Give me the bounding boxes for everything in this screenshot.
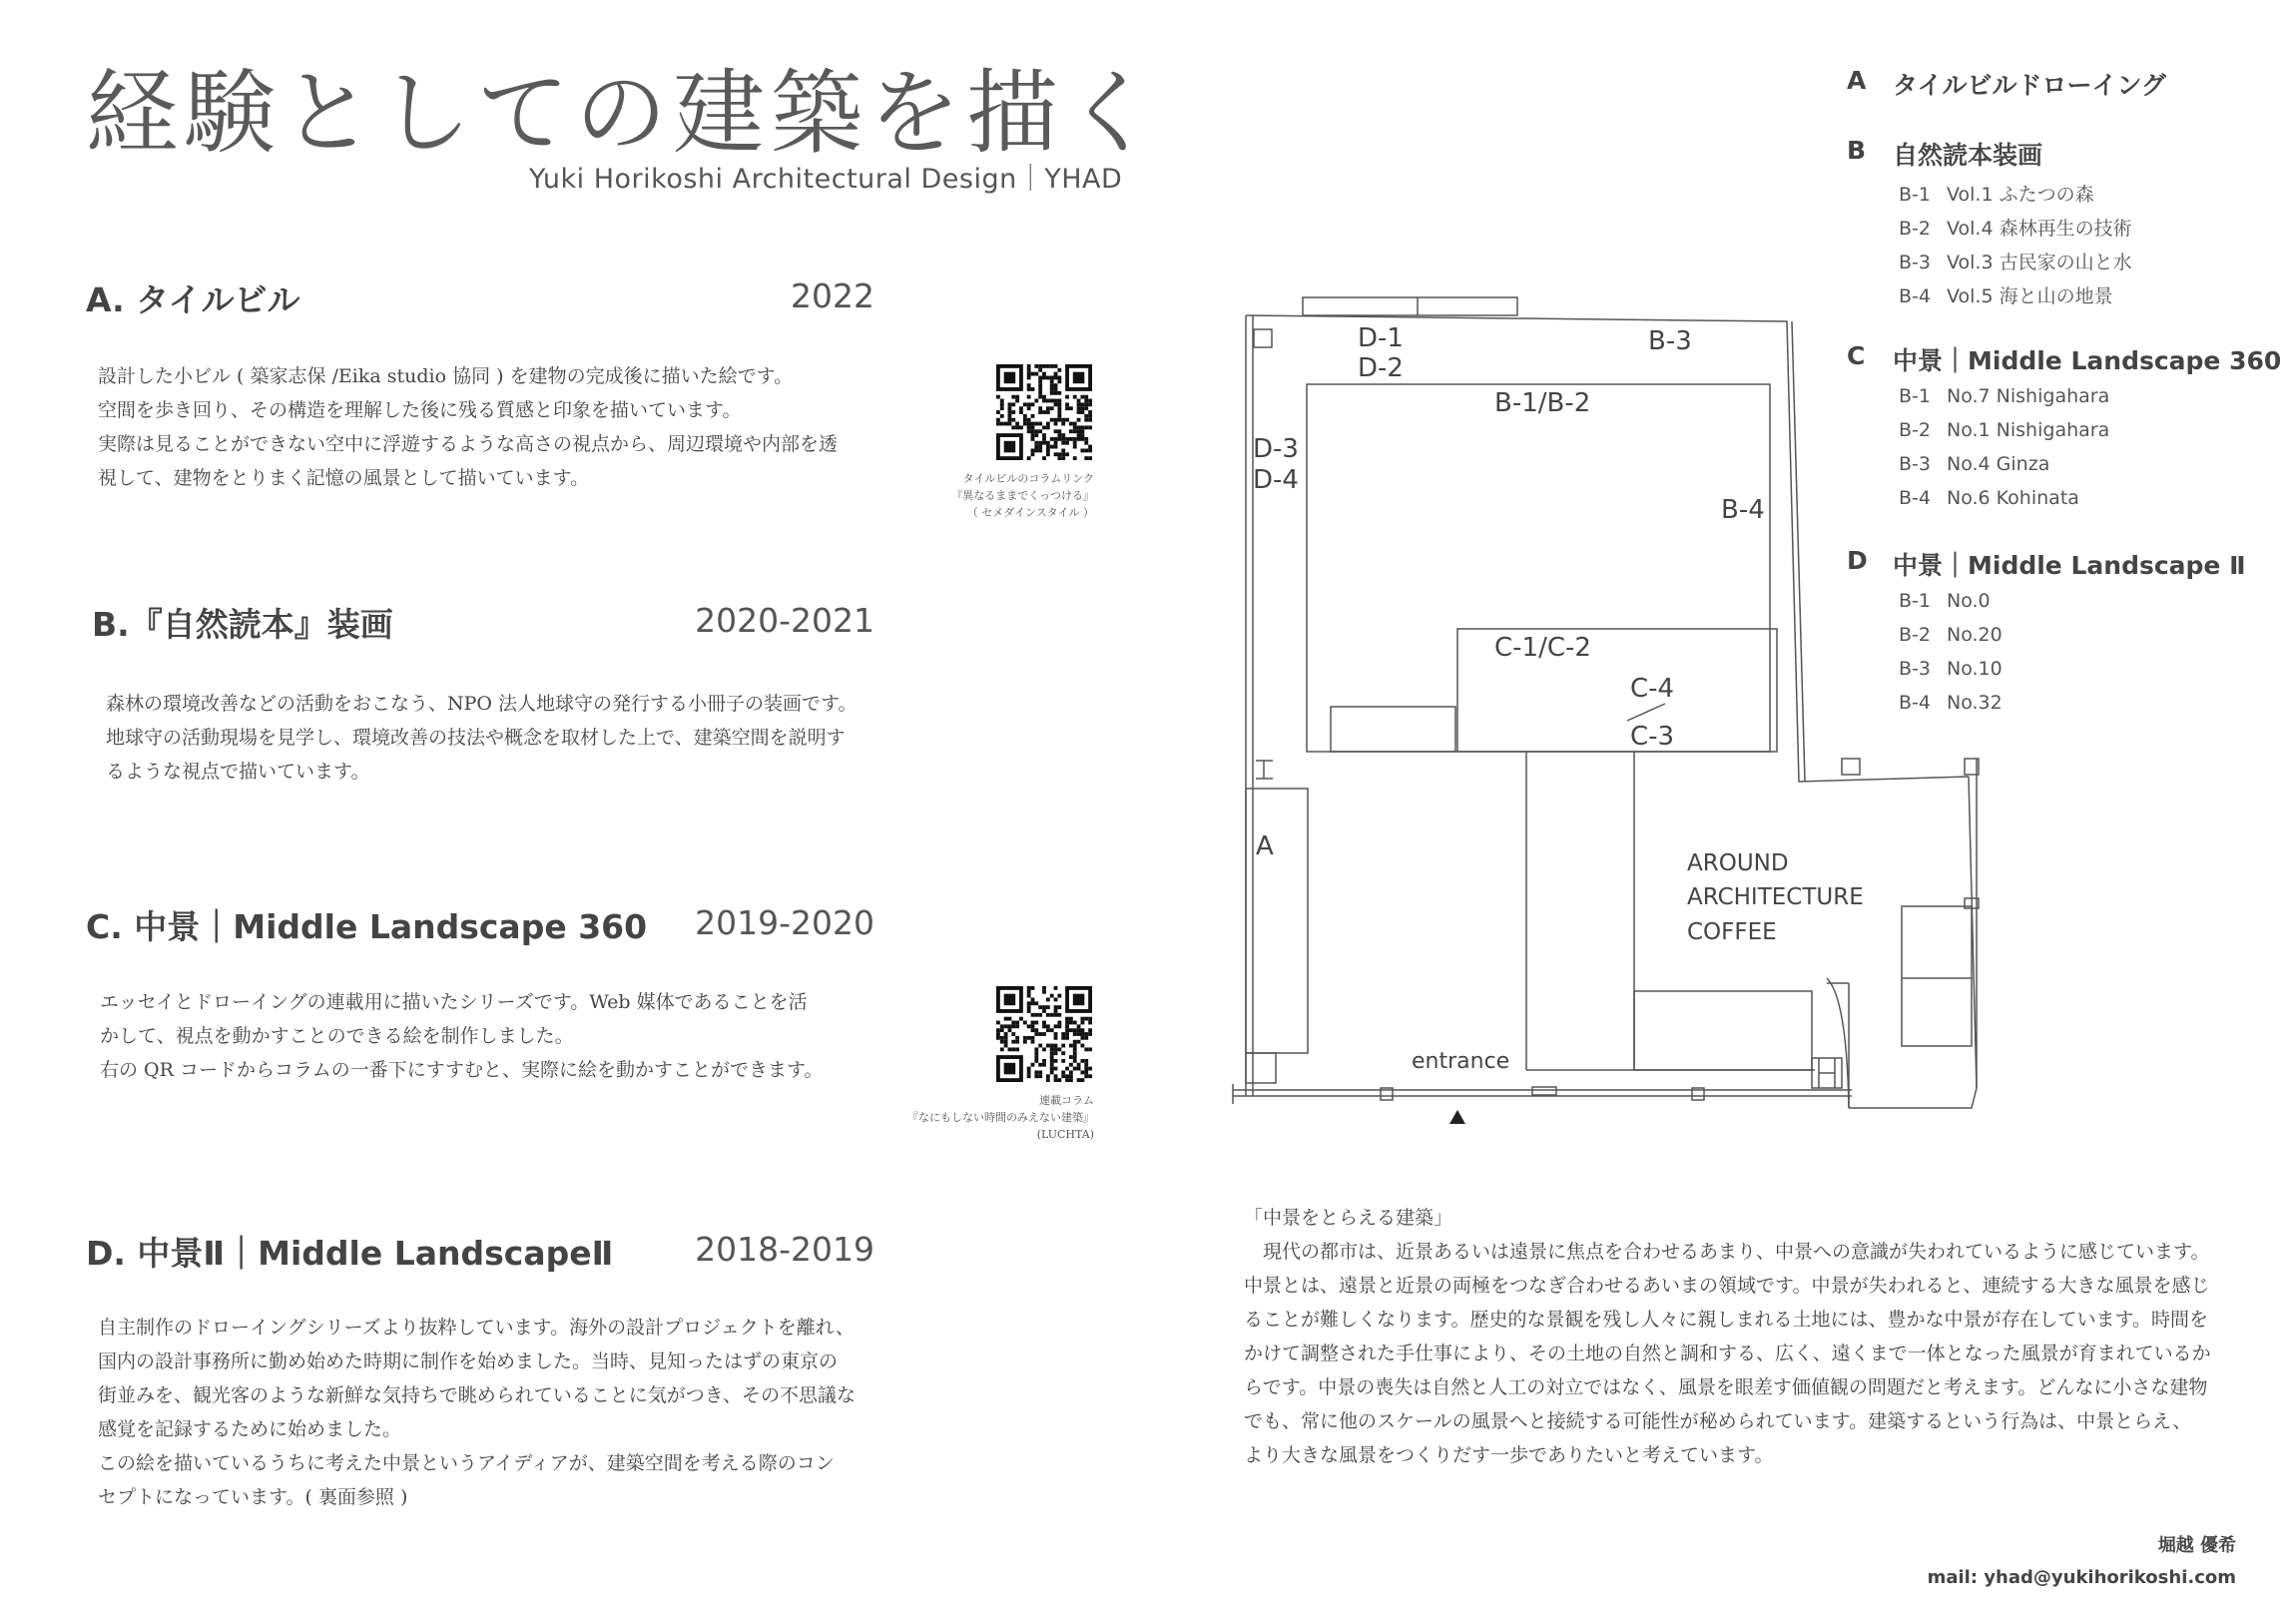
legend-item	[1899, 180, 2094, 207]
legend-label: No.7 Nishigahara	[1947, 385, 2110, 407]
entrance-arrow-icon	[1449, 1110, 1465, 1124]
body-line: 空間を歩き回り、その構造を理解した後に残る質感と印象を描いています。	[98, 399, 742, 421]
author-block	[1928, 1530, 2236, 1594]
section-d-year: 2018-2019	[695, 1230, 874, 1269]
legend-code: B-3	[1899, 453, 1931, 475]
plan-label-cafe: ARCHITECTURE	[1687, 884, 1864, 910]
section-b-title: B.『自然読本』装画	[92, 605, 393, 644]
legend-title: タイルビルドローイング	[1893, 71, 2167, 100]
essay-line: でも、常に他のスケールの風景へと接続する可能性が秘められています。建築するという行為は、中景とらえ、	[1244, 1410, 2192, 1432]
essay-line: 現代の都市は、近景あるいは遠景に焦点を合わせるあまり、中景への意識が失われているように感じています。	[1244, 1241, 2210, 1263]
legend-code: B-2	[1899, 419, 1931, 441]
legend-code: B-2	[1899, 218, 1931, 240]
section-d-header	[86, 1228, 874, 1278]
essay-line: ることが難しくなります。歴史的な景観を残し人々に親しまれる土地には、豊かな中景が存在しています。時間を	[1244, 1309, 2208, 1331]
body-line: 国内の設計事務所に勤め始めた時期に制作を始めました。当時、見知ったはずの東京の	[98, 1351, 839, 1372]
section-a-header	[86, 274, 874, 324]
qr-caption-line: (LUCHTA)	[1036, 1128, 1094, 1141]
section-a-body	[98, 359, 886, 495]
plan-label-a: A	[1256, 831, 1274, 861]
section-d-title: D. 中景Ⅱ｜Middle LandscapeⅡ	[86, 1234, 614, 1273]
subtitle: Yuki Horikoshi Architectural Design｜YHAD	[529, 164, 1123, 195]
legend-item	[1899, 248, 2132, 274]
section-b-body	[106, 687, 894, 789]
qr-caption-line: （ セメダインスタイル ）	[966, 506, 1094, 519]
body-line: 森林の環境改善などの活動をおこなう、NPO 法人地球守の発行する小冊子の装画です。	[106, 693, 858, 715]
body-line: エッセイとドローイングの連載用に描いたシリーズです。Web 媒体であることを活	[100, 991, 808, 1013]
legend-label: Vol.1 ふたつの森	[1947, 184, 2094, 206]
essay-line: かけて調整された手仕事により、その土地の自然と調和する、広く、遠くまで一体となった風景が育まれているか	[1244, 1343, 2211, 1364]
essay-line: より大きな風景をつくりだす一歩でありたいと考えています。	[1244, 1444, 1774, 1466]
essay-line: らです。中景の喪失は自然と人工の対立ではなく、風景を眼差す価値観の問題だと考えます。どんなに小さな建物	[1244, 1376, 2208, 1398]
legend-label: Vol.3 古民家の山と水	[1947, 252, 2132, 273]
legend-code: B-1	[1899, 385, 1931, 407]
legend-code: B-3	[1899, 658, 1931, 680]
legend-label: Vol.5 海と山の地景	[1947, 285, 2113, 307]
legend-code: B-2	[1899, 624, 1931, 646]
legend-label: No.0	[1947, 590, 1991, 612]
section-a-title: A. タイルビル	[86, 280, 300, 319]
body-line: この絵を描いているうちに考えた中景というアイディアが、建築空間を考える際のコン	[98, 1452, 835, 1474]
legend-label: No.10	[1947, 658, 2003, 680]
qr-caption-line: タイルビルのコラムリンク	[962, 472, 1094, 485]
legend-title: 中景｜Middle Landscape 360	[1893, 346, 2282, 375]
plan-label-d1: D-1	[1358, 323, 1404, 353]
body-line: かして、視点を動かすことのできる絵を制作しました。	[100, 1025, 574, 1047]
legend-code: B-4	[1899, 487, 1931, 509]
plan-label-c1c2: C-1/C-2	[1494, 633, 1591, 663]
legend-label: No.20	[1947, 624, 2003, 646]
legend-title: 中景｜Middle Landscape Ⅱ	[1893, 551, 2246, 580]
legend-label: No.6 Kohinata	[1947, 487, 2079, 509]
plan-label-d3: D-3	[1253, 434, 1299, 464]
plan-window	[1303, 297, 1517, 315]
legend-title: 自然読本装画	[1893, 141, 2043, 170]
essay	[1244, 1201, 2252, 1472]
section-c-header	[86, 901, 874, 951]
legend-item	[1899, 214, 2132, 241]
section-b-header	[92, 599, 874, 649]
plan-lines	[1233, 297, 1979, 1108]
section-d-body	[98, 1311, 886, 1514]
legend-letter: D	[1847, 546, 1868, 575]
legend-label: Vol.4 森林再生の技術	[1947, 218, 2132, 240]
body-line: 右の QR コードからコラムの一番下にすすむと、実際に絵を動かすことができます。	[100, 1059, 824, 1081]
plan-label-b4: B-4	[1721, 495, 1765, 525]
main-title: 経験としての建築を描く	[86, 60, 1163, 167]
legend-code: B-3	[1899, 252, 1931, 273]
legend-letter: A	[1847, 66, 1867, 95]
legend-letter: B	[1847, 136, 1867, 165]
essay-line: 中景とは、遠景と近景の両極をつなぎ合わせるあいまの領域です。中景が失われると、連続する大きな風景を感じ	[1244, 1275, 2210, 1297]
plan-label-d4: D-4	[1253, 465, 1299, 495]
body-line: 街並みを、観光客のような新鮮な気持ちで眺められていることに気がつき、その不思議な	[98, 1384, 857, 1406]
legend-code: B-4	[1899, 692, 1931, 714]
body-line: セプトになっています。( 裏面参照 )	[98, 1486, 408, 1508]
legend-code: B-1	[1899, 184, 1931, 206]
plan-label-c4: C-4	[1630, 674, 1675, 704]
body-line: 地球守の活動現場を見学し、環境改善の技法や概念を取材した上で、建築空間を説明す	[106, 727, 846, 749]
qr-caption-line: 『異なるままでくっつける』	[951, 489, 1094, 502]
body-line: るような視点で描いています。	[106, 761, 370, 783]
legend-label: No.4 Ginza	[1947, 453, 2050, 475]
qr-caption-c	[855, 1092, 1094, 1143]
qr-caption-line: 連載コラム	[1039, 1094, 1094, 1107]
plan-label-d2: D-2	[1358, 353, 1404, 383]
legend-label: No.32	[1947, 692, 2003, 714]
plan-label-b3: B-3	[1648, 326, 1692, 356]
legend-code: B-1	[1899, 590, 1931, 612]
plan-label-b1b2: B-1/B-2	[1494, 388, 1591, 418]
body-line: 実際は見ることができない空中に浮遊するような高さの視点から、周辺環境や内部を透	[98, 433, 839, 455]
section-c-body	[100, 985, 888, 1087]
plan-label-cafe: AROUND	[1687, 850, 1789, 876]
floor-plan	[1228, 289, 2026, 1148]
author-name: 堀越 優希	[2157, 1535, 2236, 1556]
section-b-year: 2020-2021	[695, 601, 874, 640]
plan-label-entrance: entrance	[1412, 1049, 1510, 1074]
section-a-year: 2022	[791, 276, 874, 315]
qr-code-icon[interactable]	[996, 364, 1092, 460]
body-line: 視して、建物をとりまく記憶の風景として描いています。	[98, 467, 590, 489]
body-line: 感覚を記録するために始めました。	[98, 1418, 402, 1440]
qr-code-icon[interactable]	[996, 986, 1092, 1082]
author-email[interactable]: mail: yhad@yukihorikoshi.com	[1927, 1567, 2236, 1588]
qr-caption-a	[855, 470, 1094, 521]
body-line: 設計した小ビル ( 築家志保 /Eika studio 協同 ) を建物の完成後に描いた絵です。	[98, 365, 794, 387]
legend-code: B-4	[1899, 285, 1931, 307]
legend-label: No.1 Nishigahara	[1947, 419, 2110, 441]
essay-line: 「中景をとらえる建築」	[1244, 1207, 1453, 1229]
section-c-title: C. 中景｜Middle Landscape 360	[86, 907, 648, 946]
section-c-year: 2019-2020	[695, 903, 874, 942]
body-line: 自主制作のドローイングシリーズより抜粋しています。海外の設計プロジェクトを離れ、	[98, 1317, 855, 1339]
plan-label-cafe: COFFEE	[1687, 919, 1777, 945]
legend-letter: C	[1847, 341, 1866, 370]
plan-label-c3: C-3	[1630, 722, 1675, 752]
qr-caption-line: 『なにもしない時間のみえない建築』	[907, 1111, 1094, 1124]
